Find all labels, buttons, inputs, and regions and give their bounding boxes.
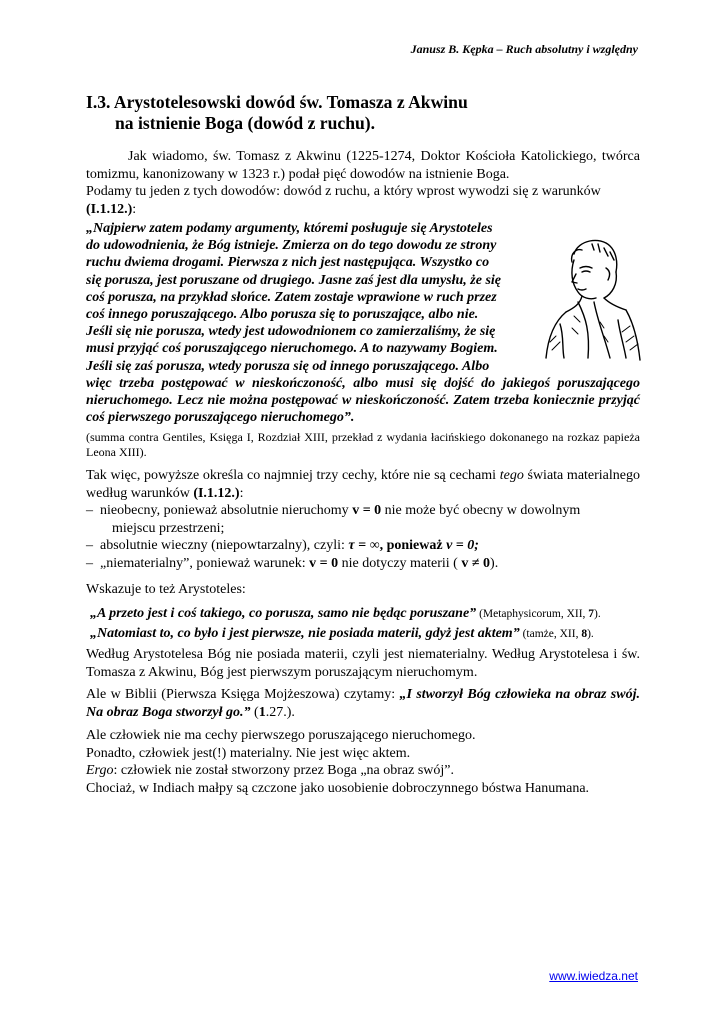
text: ( [250, 704, 259, 720]
title-line-1: I.3. Arystotelesowski dowód św. Tomasza z Akwinu [86, 92, 468, 112]
features-intro [86, 467, 640, 502]
text: „niematerialny”, ponieważ warunek: [100, 555, 310, 571]
bible-paragraph [86, 686, 640, 721]
text: Tak więc, powyższe określa co najmniej trzy cechy, które nie są cechami [86, 468, 500, 483]
equation-ref: (I.1.12.) [86, 201, 133, 217]
formula: v = 0 [352, 503, 382, 518]
quote-source-end: ). [587, 628, 594, 640]
title-line-2: na istnienie Boga (dowód z ruchu). [115, 113, 376, 133]
formula: v ≠ 0 [461, 555, 491, 571]
final-line-3 [86, 762, 640, 780]
list-item [86, 537, 640, 555]
quote-line: musi przyjąć coś poruszającego nieruchomego. A to nazywamy Bogiem. [86, 341, 498, 357]
text: ). [490, 555, 499, 571]
list-item [86, 555, 640, 573]
equation-ref: (I.1.12.) [193, 485, 240, 501]
quote-text: „Natomiast to, co było i jest pierwsze, nie posiada materii, gdyż jest aktem” [90, 626, 520, 641]
emphasis: tego [499, 468, 524, 483]
text: Ale w Biblii (Pierwsza Księga Mojżeszowa) czytamy: [86, 687, 400, 702]
list-item [86, 502, 640, 537]
final-line-4: Chociaż, w Indiach małpy są czczone jako uosobienie dobroczynnego bóstwa Hanumana. [86, 780, 590, 796]
section-title [86, 92, 646, 134]
quote-source: (summa contra Gentiles, Księga I, Rozdział XIII, przekład z wydania łacińskiego dokonanego na rozkaz papieża Leona XIII). [86, 430, 640, 459]
quote-line: coś innego poruszającego. Albo porusza się to poruszające, albo nie. [86, 307, 479, 323]
final-paragraph [86, 727, 640, 797]
text: : [239, 485, 244, 501]
text: , ponieważ [379, 538, 447, 553]
aquinas-portrait [534, 232, 642, 362]
features-list [86, 502, 640, 572]
text: .27.). [265, 704, 295, 720]
quote-number: 8 [581, 628, 588, 640]
aristotle-intro: Wskazuje to też Arystoteles: [86, 582, 246, 597]
bible-ref: 1 [258, 704, 266, 720]
quote-source-end: ). [594, 608, 601, 620]
aristotle-quote-2 [90, 624, 644, 644]
quote-line: Jeśli się zaś porusza, wtedy porusza się od innego poruszającego. Albo [86, 358, 490, 374]
intro [86, 148, 640, 218]
text: nieobecny, ponieważ absolutnie nieruchomy [100, 503, 353, 518]
text: nie dotyczy materii ( [338, 555, 462, 571]
features-section [86, 467, 640, 572]
formula: τ = ∞ [348, 538, 380, 553]
quote-line: coś porusza, na przykład słońce. Zatem zostaje wprawione w ruch przez [86, 289, 497, 305]
aristotle-quote-1 [90, 604, 644, 624]
final-line-1: Ale człowiek nie ma cechy pierwszego poruszającego nieruchomego. [86, 728, 476, 743]
quote-line-full: więc trzeba postępować w nieskończoność, albo musi się dojść do jakiegoś poruszającego nieruchomego. Lecz nie można postępować w nieskończoność. Zatem trzeba koniecznie przyjąć coś pierwszego poruszającego nieruchomego”. [86, 375, 640, 426]
text: świata materialnego według warunków [86, 468, 641, 501]
intro-paragraph: Jak wiadomo, św. Tomasz z Akwinu (1225-1274, Doktor Kościoła Katolickiego, twórca tomizmu, kanonizowany w 1323 r.) podał pięć dowodów na istnienie Boga. [86, 149, 640, 182]
quote-line: do udowodnienia, że Bóg istnieje. Zmierza on do tego dowodu ze strony [86, 238, 497, 254]
text: miejscu przestrzeni; [112, 520, 225, 536]
quote-source: (Metaphysicorum, XII, [476, 608, 589, 620]
ergo: Ergo [86, 763, 114, 778]
footer-link[interactable]: www.iwiedza.net [549, 969, 638, 983]
quote-source: (tamże, XII, [519, 628, 582, 640]
final-line-2: Ponadto, człowiek jest(!) materialny. Nie jest więc aktem. [86, 745, 411, 761]
running-header: Janusz B. Kępka – Ruch absolutny i względny [410, 42, 638, 56]
quote-line: Jeśli się nie porusza, wtedy jest udowodnionem co zamierzaliśmy, że się [86, 324, 496, 340]
text: : człowiek nie został stworzony przez Boga „na obraz swój”. [113, 763, 455, 778]
intro-colon: : [132, 201, 137, 217]
quote-line: ruchu dwiema drogami. Pierwsza z nich jest następująca. Wszystko co [86, 255, 490, 271]
aristotle-conclusion: Według Arystotelesa Bóg nie posiada materii, czyli jest niematerialny. Według Arystotelesa i św. Tomasza z Akwinu, Bóg jest pierwszym poruszającym nieruchomym. [86, 647, 640, 680]
bible-quote: „I stworzył Bóg człowieka na obraz swój. Na obraz Boga stworzył go.” [86, 687, 640, 720]
formula: v = 0 [309, 555, 339, 571]
formula: ν = 0; [446, 538, 479, 553]
aristotle-quotes [90, 604, 644, 644]
quote-number: 7 [588, 608, 595, 620]
intro-paragraph-2 [86, 183, 640, 218]
quote-line: „Najpierw zatem podamy argumenty, któremi posługuje się Arystoteles [86, 221, 493, 236]
quote-line: się porusza, jest poruszane od drugiego. Jasne zaś jest dla umysłu, że się [86, 272, 501, 288]
text: absolutnie wieczny (niepowtarzalny), czyli: [100, 538, 349, 553]
text: nie może być obecny w dowolnym [381, 503, 581, 518]
quote-text: „A przeto jest i coś takiego, co porusza, samo nie będąc poruszane” [90, 606, 477, 621]
intro-text: Podamy tu jeden z tych dowodów: dowód z ruchu, a który wprost wywodzi się z warunków [86, 184, 601, 199]
